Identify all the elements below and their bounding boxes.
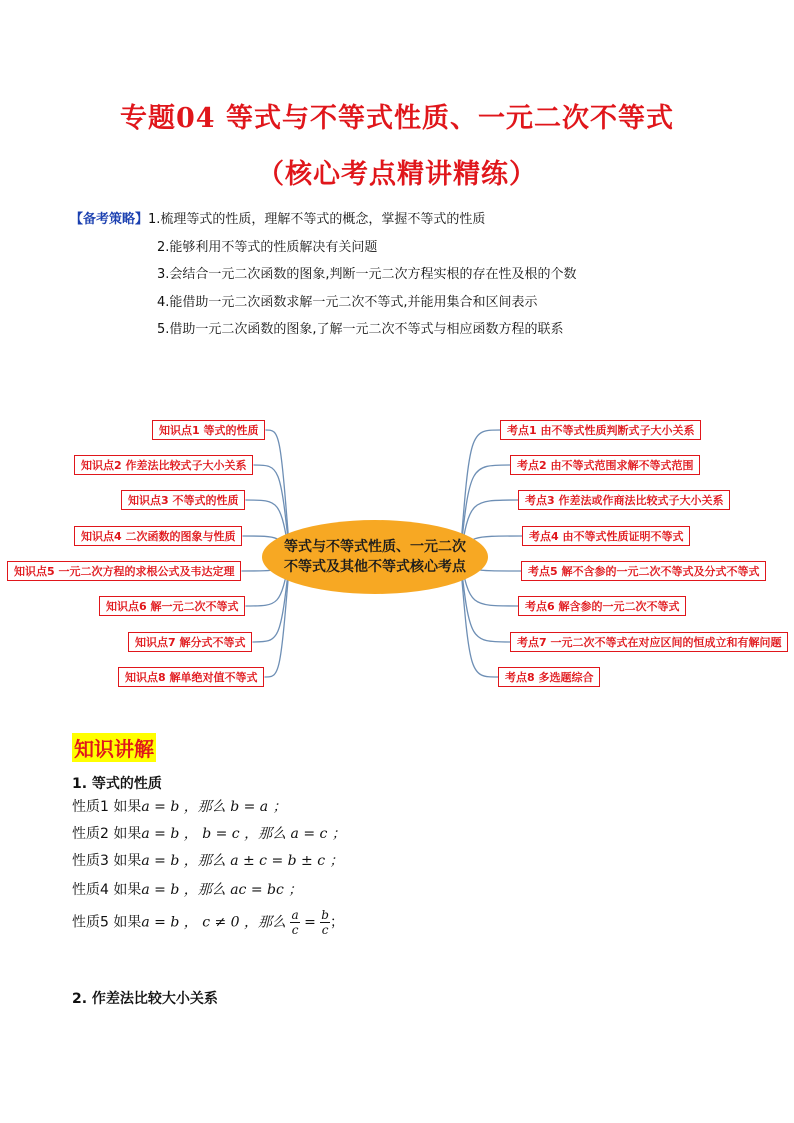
property-4: 性质4 如果a = b ，那么 ac = bc ； bbox=[72, 882, 303, 898]
strategy-item: 3.会结合一元二次函数的图象,判断一元二次方程实根的存在性及根的个数 bbox=[157, 267, 577, 282]
mind-map-center: 等式与不等式性质、一元二次 不等式及其他不等式核心考点 bbox=[262, 520, 488, 594]
page-subtitle: （核心考点精讲精练） bbox=[257, 159, 537, 190]
knowledge-point-2: 知识点2 作差法比较式子大小关系 bbox=[74, 455, 253, 475]
knowledge-point-1: 知识点1 等式的性质 bbox=[152, 420, 265, 440]
strategy-item: 4.能借助一元二次函数求解一元二次不等式,并能用集合和区间表示 bbox=[157, 294, 538, 310]
property-5: 性质5 如果a = b ， c ≠ 0 ，那么 $\frac{a}{c}$ = $\frac{b}{c}$ ； bbox=[72, 908, 344, 937]
heading-equality-properties: 1. 等式的性质 bbox=[72, 776, 162, 792]
property-3: 性质3 如果a = b ，那么 a ± c = b ± c ； bbox=[72, 853, 344, 869]
exam-point-1: 考点1 由不等式性质判断式子大小关系 bbox=[500, 420, 701, 440]
exam-point-3: 考点3 作差法或作商法比较式子大小关系 bbox=[518, 490, 730, 510]
strategy-item: 【备考策略】1.梳理等式的性质，理解不等式的概念，掌握不等式的性质 bbox=[70, 212, 486, 227]
exam-point-7: 考点7 一元二次不等式在对应区间的恒成立和有解问题 bbox=[510, 632, 788, 652]
heading-difference-comparison: 2. 作差法比较大小关系 bbox=[72, 991, 218, 1007]
exam-point-8: 考点8 多选题综合 bbox=[498, 667, 600, 687]
fraction-a-over-c: $\frac{a}{c}$ bbox=[291, 908, 299, 937]
knowledge-point-6: 知识点6 解一元二次不等式 bbox=[99, 596, 245, 616]
strategy-block bbox=[70, 206, 577, 344]
strategy-item: 2.能够利用不等式的性质解决有关问题 bbox=[157, 239, 378, 255]
strategy-item: 5.借助一元二次函数的图象,了解一元二次不等式与相应函数方程的联系 bbox=[157, 322, 564, 337]
exam-point-6: 考点6 解含参的一元二次不等式 bbox=[518, 596, 686, 616]
mind-map bbox=[0, 400, 794, 700]
section-heading: 知识讲解 bbox=[72, 733, 156, 762]
knowledge-point-5: 知识点5 一元二次方程的求根公式及韦达定理 bbox=[7, 561, 241, 581]
exam-point-4: 考点4 由不等式性质证明不等式 bbox=[522, 526, 690, 546]
exam-point-5: 考点5 解不含参的一元二次不等式及分式不等式 bbox=[521, 561, 766, 581]
property-1: 性质1 如果a = b ，那么 b = a ； bbox=[72, 799, 287, 815]
knowledge-point-4: 知识点4 二次函数的图象与性质 bbox=[74, 526, 242, 546]
strategy-tag: 【备考策略】 bbox=[70, 212, 149, 227]
knowledge-point-3: 知识点3 不等式的性质 bbox=[121, 490, 245, 510]
knowledge-point-8: 知识点8 解单绝对值不等式 bbox=[118, 667, 264, 687]
knowledge-point-7: 知识点7 解分式不等式 bbox=[128, 632, 252, 652]
fraction-b-over-c: $\frac{b}{c}$ bbox=[321, 908, 329, 937]
page-title: 专题04 等式与不等式性质、一元二次不等式 bbox=[120, 103, 674, 134]
property-2: 性质2 如果a = b ， b = c ，那么 a = c ； bbox=[72, 826, 346, 842]
exam-point-2: 考点2 由不等式范围求解不等式范围 bbox=[510, 455, 700, 475]
